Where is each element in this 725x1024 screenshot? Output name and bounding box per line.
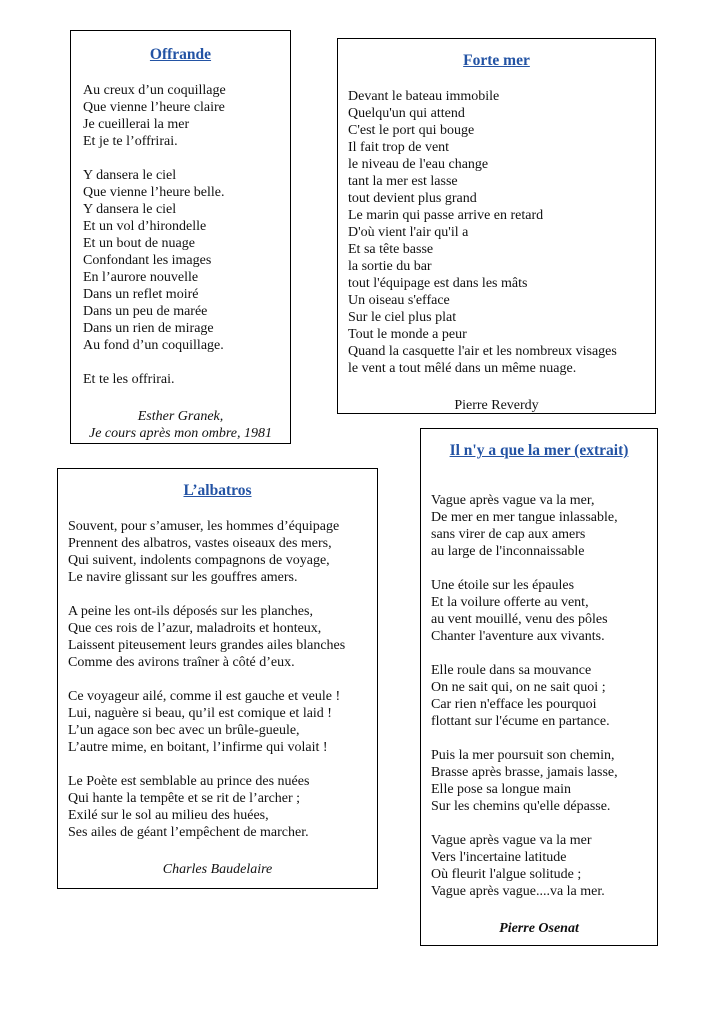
poem-line: Vague après vague....va la mer. xyxy=(431,884,605,899)
stanza xyxy=(348,88,645,377)
poem-line: Le navire glissant sur les gouffres amers. xyxy=(68,570,298,585)
poem-line: Le marin qui passe arrive en retard xyxy=(348,208,544,223)
poem-line: Confondant les images xyxy=(83,253,212,268)
poem-line: Au fond d’un coquillage. xyxy=(83,338,224,353)
poem-line: On ne sait qui, on ne sait quoi ; xyxy=(431,680,606,695)
poem-line: D'où vient l'air qu'il a xyxy=(348,225,469,240)
author-line: Charles Baudelaire xyxy=(162,862,273,877)
poem-author xyxy=(348,397,645,414)
poem-line: tout l'équipage est dans les mâts xyxy=(348,276,528,291)
poem-line: Souvent, pour s’amuser, les hommes d’équipage xyxy=(68,519,340,534)
author-line: Pierre Osenat xyxy=(499,921,579,936)
poem-line: sans virer de cap aux amers xyxy=(431,527,586,542)
poem-line: Qui hante la tempête et se rit de l’archer ; xyxy=(68,791,301,806)
poem-line: Comme des avirons traîner à côté d’eux. xyxy=(68,655,295,670)
stanza xyxy=(83,167,278,354)
poem-line: A peine les ont-ils déposés sur les planches, xyxy=(68,604,313,619)
poem-line: Tout le monde a peur xyxy=(348,327,467,342)
poem-author xyxy=(83,408,278,442)
poem-line: Elle roule dans sa mouvance xyxy=(431,663,592,678)
poem-author xyxy=(431,920,647,937)
poem-line: Laissent piteusement leurs grandes ailes blanches xyxy=(68,638,346,653)
stanza xyxy=(68,688,367,756)
poem-line: Car rien n'efface les pourquoi xyxy=(431,697,597,712)
stanza xyxy=(68,603,367,671)
stanza xyxy=(431,747,647,815)
poem-line: Vague après vague va la mer, xyxy=(431,493,595,508)
poem-line: C'est le port qui bouge xyxy=(348,123,475,138)
poem-box-offrande xyxy=(70,30,291,444)
poem-line: Ce voyageur ailé, comme il est gauche et veule ! xyxy=(68,689,341,704)
poem-line: Dans un rien de mirage xyxy=(83,321,214,336)
poem-box-forte-mer xyxy=(337,38,656,414)
poem-line: L’autre mime, en boitant, l’infirme qui volait ! xyxy=(68,740,328,755)
poem-box-albatros xyxy=(57,468,378,889)
poem-line: Un oiseau s'efface xyxy=(348,293,450,308)
poem-box-mer-extrait xyxy=(420,428,658,946)
stanza xyxy=(83,371,278,388)
poem-line: Vers l'incertaine latitude xyxy=(431,850,567,865)
poem-line: le vent a tout mêlé dans un même nuage. xyxy=(348,361,577,376)
poem-line: Prennent des albatros, vastes oiseaux des mers, xyxy=(68,536,332,551)
poem-title: Forte mer xyxy=(463,52,530,69)
stanza xyxy=(431,662,647,730)
stanza xyxy=(83,82,278,150)
poem-line: Une étoile sur les épaules xyxy=(431,578,575,593)
poem-line: De mer en mer tangue inlassable, xyxy=(431,510,618,525)
stanza xyxy=(68,518,367,586)
poem-line: Sur les chemins qu'elle dépasse. xyxy=(431,799,611,814)
poem-line: En l’aurore nouvelle xyxy=(83,270,199,285)
stanza xyxy=(431,492,647,560)
poem-line: la sortie du bar xyxy=(348,259,432,274)
poem-line: Où fleurit l'algue solitude ; xyxy=(431,867,582,882)
poem-line: Et la voilure offerte au vent, xyxy=(431,595,589,610)
poem-line: Puis la mer poursuit son chemin, xyxy=(431,748,615,763)
poem-line: Qui suivent, indolents compagnons de voyage, xyxy=(68,553,330,568)
poem-line: Que vienne l’heure belle. xyxy=(83,185,225,200)
poem-title: Offrande xyxy=(149,46,212,63)
poem-line: Y dansera le ciel xyxy=(83,202,177,217)
poem-line: Chanter l'aventure aux vivants. xyxy=(431,629,605,644)
poem-line: tout devient plus grand xyxy=(348,191,477,206)
poem-line: Y dansera le ciel xyxy=(83,168,177,183)
poem-line: L’un agace son bec avec un brûle-gueule, xyxy=(68,723,300,738)
poem-title: L’albatros xyxy=(183,482,252,499)
poem-line: Que ces rois de l’azur, maladroits et honteux, xyxy=(68,621,322,636)
poem-line: Quand la casquette l'air et les nombreux visages xyxy=(348,344,617,359)
poem-line: Et un bout de nuage xyxy=(83,236,195,251)
stanza xyxy=(431,577,647,645)
poem-line: Et sa tête basse xyxy=(348,242,434,257)
stanza xyxy=(68,773,367,841)
poem-line: Ses ailes de géant l’empêchent de marcher. xyxy=(68,825,309,840)
poem-title: Il n'y a que la mer (extrait) xyxy=(449,442,629,459)
author-line: Je cours après mon ombre, 1981 xyxy=(88,426,272,441)
poem-author xyxy=(68,861,367,878)
poem-line: Lui, naguère si beau, qu’il est comique et laid ! xyxy=(68,706,332,721)
poem-line: flottant sur l'écume en partance. xyxy=(431,714,610,729)
stanza xyxy=(431,832,647,900)
author-line: Pierre Reverdy xyxy=(454,398,539,413)
poem-line: au vent mouillé, venu des pôles xyxy=(431,612,608,627)
poem-line: Que vienne l’heure claire xyxy=(83,100,225,115)
poem-line: Dans un peu de marée xyxy=(83,304,208,319)
poem-line: Quelqu'un qui attend xyxy=(348,106,465,121)
poem-line: Elle pose sa longue main xyxy=(431,782,571,797)
poem-line: Il fait trop de vent xyxy=(348,140,450,155)
poem-line: Brasse après brasse, jamais lasse, xyxy=(431,765,618,780)
poem-line: Et te les offrirai. xyxy=(83,372,175,387)
poem-line: tant la mer est lasse xyxy=(348,174,458,189)
poem-line: Et je te l’offrirai. xyxy=(83,134,178,149)
poem-line: Sur le ciel plus plat xyxy=(348,310,457,325)
poem-line: le niveau de l'eau change xyxy=(348,157,489,172)
poem-line: Devant le bateau immobile xyxy=(348,89,500,104)
poem-line: Au creux d’un coquillage xyxy=(83,83,226,98)
poem-line: Vague après vague va la mer xyxy=(431,833,592,848)
author-line: Esther Granek, xyxy=(137,409,224,424)
poem-line: Dans un reflet moiré xyxy=(83,287,199,302)
poem-line: Le Poète est semblable au prince des nuées xyxy=(68,774,310,789)
poem-line: Je cueillerai la mer xyxy=(83,117,190,132)
poem-line: au large de l'inconnaissable xyxy=(431,544,585,559)
poem-line: Et un vol d’hirondelle xyxy=(83,219,207,234)
poem-line: Exilé sur le sol au milieu des huées, xyxy=(68,808,269,823)
